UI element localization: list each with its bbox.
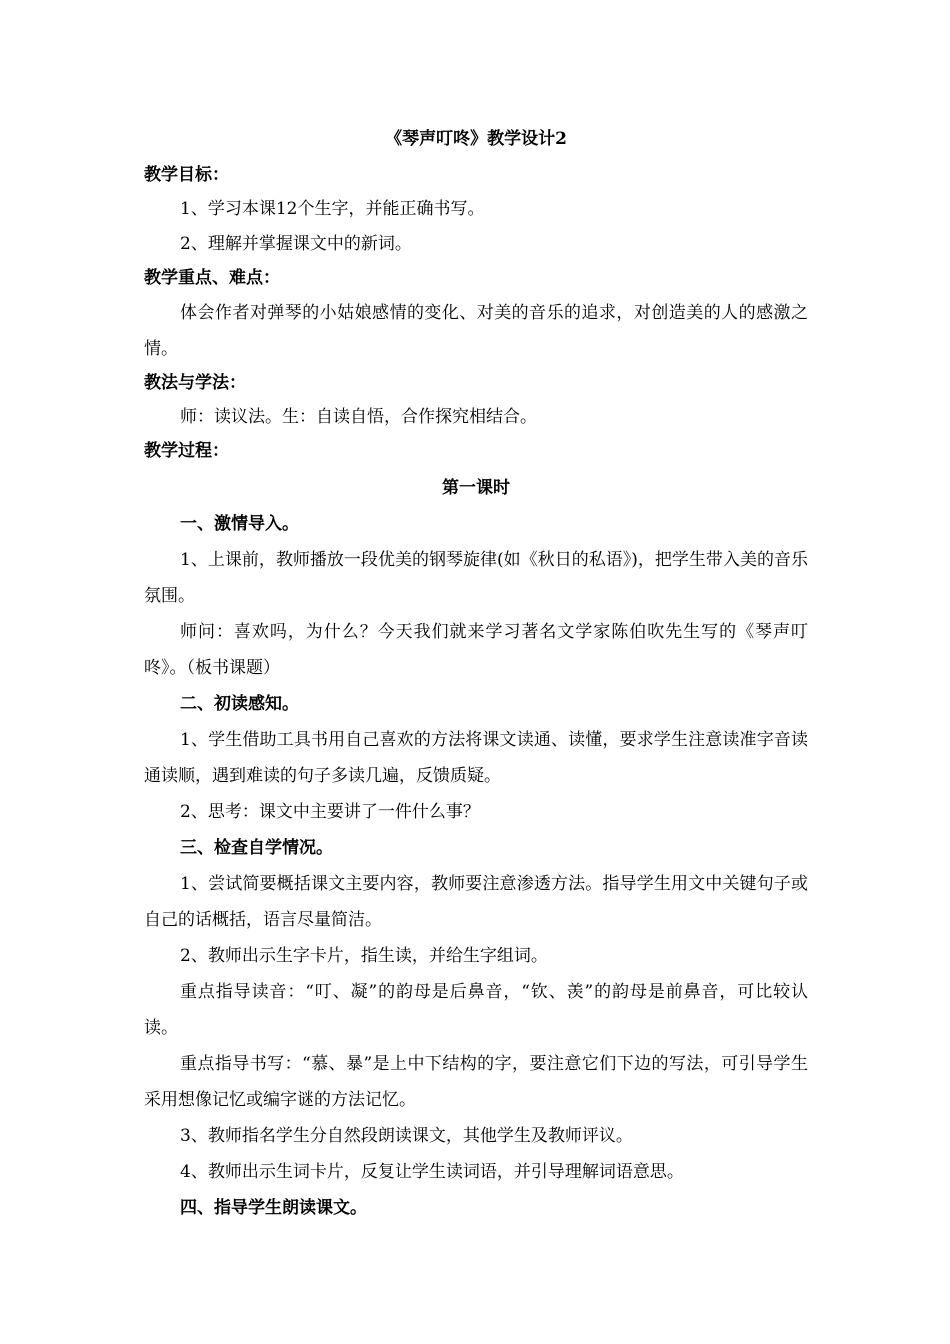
objective-item: 2、理解并掌握课文中的新词。 (180, 234, 412, 254)
section-paragraph: 2、教师出示生字卡片，指生读，并给生字组词。 (180, 946, 548, 966)
objective-item: 1、学习本课12个生字，并能正确书写。 (180, 199, 485, 219)
section-paragraph: 1、学生借助工具书用自己喜欢的方法将课文读通、读懂，要求学生注意读准字音读通读顺，遇到难读的句子多读几遍，反馈质疑。 (144, 730, 808, 786)
section-paragraph: 重点指导读音：“叮、凝”的韵母是后鼻音，“钦、羡”的韵母是前鼻音，可比较认读。 (144, 982, 808, 1038)
document-title: 《琴声叮咚》教学设计2 (385, 129, 567, 149)
section-paragraph: 1、尝试简要概括课文主要内容，教师要注意渗透方法。指导学生用文中关键句子或自己的话概括，语言尽量简洁。 (144, 874, 808, 930)
section-paragraph: 3、教师指名学生分自然段朗读课文，其他学生及教师评议。 (180, 1126, 633, 1146)
section-paragraph: 4、教师出示生词卡片，反复让学生读词语，并引导理解词语意思。 (180, 1162, 684, 1182)
section-paragraph: 2、思考：课文中主要讲了一件什么事？ (180, 802, 480, 822)
section-heading: 四、指导学生朗读课文。 (180, 1198, 367, 1218)
section-heading: 一、激情导入。 (180, 514, 299, 534)
document-page (144, 118, 808, 1226)
methods-text: 师：读议法。生：自读自悟，合作探究相结合。 (180, 407, 537, 427)
section-paragraph: 重点指导书写：“慕、暴”是上中下结构的字，要注意它们下边的写法，可引导学生采用想像记忆或编字谜的方法记忆。 (144, 1054, 808, 1110)
methods-heading: 教法与学法： (144, 373, 246, 393)
focus-heading: 教学重点、难点： (144, 268, 280, 288)
section-paragraph: 1、上课前，教师播放一段优美的钢琴旋律(如《秋日的私语》)，把学生带入美的音乐氛围。 (144, 550, 808, 606)
section-paragraph: 师问：喜欢吗，为什么？今天我们就来学习著名文学家陈伯吹先生写的《琴声叮咚》。（板书课题） (144, 622, 808, 678)
section-heading: 二、初读感知。 (180, 694, 299, 714)
focus-text: 体会作者对弹琴的小姑娘感情的变化、对美的音乐的追求，对创造美的人的感激之情。 (144, 303, 808, 359)
process-heading: 教学过程： (144, 441, 229, 461)
section-heading: 三、检查自学情况。 (180, 838, 333, 858)
objectives-heading: 教学目标： (144, 165, 229, 185)
lesson-title: 第一课时 (442, 478, 510, 498)
